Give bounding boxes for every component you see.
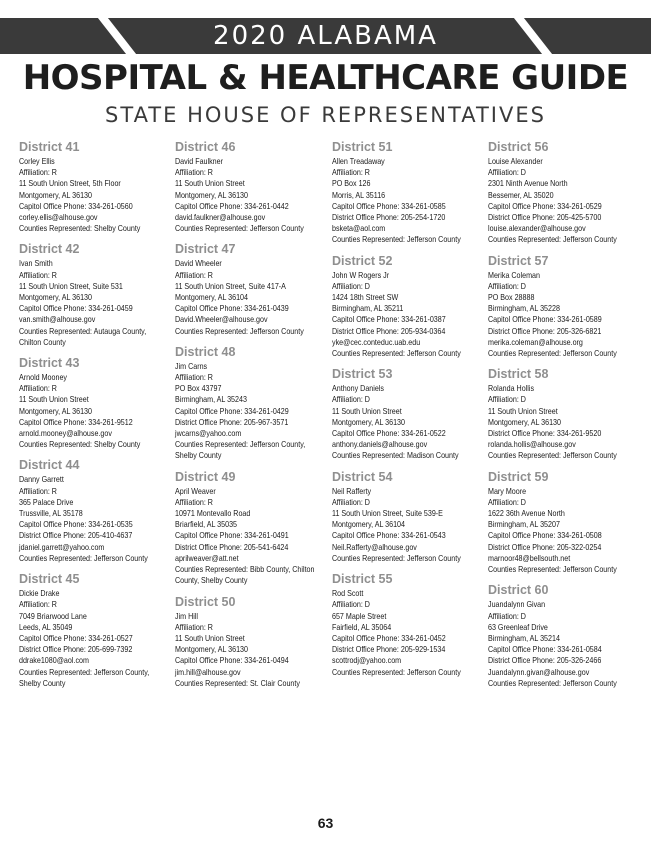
counties-text: Counties Represented: Madison County (332, 450, 459, 461)
address-line: Fairfield, AL 35064 (332, 621, 392, 632)
affiliation-text: Affiliation: D (332, 496, 370, 507)
address-line: 11 South Union Street (332, 405, 402, 416)
phone-text: Capitol Office Phone: 334-261-0522 (332, 428, 446, 439)
representative-name: Louise Alexander (488, 156, 543, 166)
phone-text: District Office Phone: 205-254-1720 (332, 212, 446, 223)
counties-text: Counties Represented: Jefferson County (175, 223, 304, 234)
phone-text: Capitol Office Phone: 334-261-0452 (332, 632, 446, 643)
address-line: 365 Palace Drive (19, 496, 74, 507)
affiliation-text: Affiliation: R (19, 485, 57, 496)
representative-name: Arnold Mooney (19, 372, 67, 383)
affiliation-text: Affiliation: D (488, 394, 526, 405)
district-heading: District 52 (332, 253, 393, 268)
affiliation-text: Affiliation: D (332, 280, 370, 291)
representative-name: Juandalynn Givan (488, 599, 546, 610)
address-line: 1424 18th Street SW (332, 292, 399, 303)
counties-text: Counties Represented: Jefferson County (488, 564, 617, 575)
district-entry (488, 367, 638, 461)
address-line: 11 South Union Street, Suite 539-E (332, 508, 443, 519)
counties-text: Counties Represented: Jefferson County (332, 348, 461, 359)
district-heading: District 49 (175, 469, 236, 484)
representative-name: Neil Rafferty (332, 485, 372, 496)
address-line: PO Box 28888 (488, 292, 535, 303)
district-entry (19, 140, 169, 234)
address-line: PO Box 43797 (175, 383, 222, 394)
representative-name: David Faulkner (175, 156, 223, 166)
district-heading: District 56 (488, 140, 549, 154)
district-entry (175, 242, 325, 336)
address-line: Montgomery, AL 36130 (488, 416, 561, 427)
district-heading: District 45 (19, 572, 80, 587)
counties-text: Counties Represented: Jefferson County, Shelby County (175, 439, 306, 461)
phone-text: Capitol Office Phone: 334-261-0584 (488, 644, 602, 655)
affiliation-text: Affiliation: R (19, 167, 57, 178)
affiliation-text: Affiliation: D (488, 610, 526, 621)
counties-text: Counties Represented: Jefferson County (19, 552, 148, 563)
affiliation-text: Affiliation: R (175, 167, 213, 178)
email-text: jdaniel.garrett@yahoo.com (19, 541, 105, 552)
district-entry (19, 458, 169, 564)
email-text: scottrodj@yahoo.com (332, 655, 402, 666)
district-heading: District 51 (332, 140, 393, 154)
address-line: 11 South Union Street, 5th Floor (19, 178, 121, 189)
representative-name: Anthony Daniels (332, 383, 384, 394)
address-line: Montgomery, AL 36130 (332, 416, 405, 427)
address-line: 63 Greenleaf Drive (488, 621, 548, 632)
email-text: van.smith@alhouse.gov (19, 314, 96, 325)
district-entry (488, 470, 638, 576)
district-heading: District 55 (332, 572, 393, 587)
email-text: corley.ellis@alhouse.gov (19, 212, 98, 223)
phone-text: Capitol Office Phone: 334-261-0429 (175, 405, 289, 416)
district-heading: District 58 (488, 367, 549, 382)
email-text: merika.coleman@alhouse.org (488, 336, 583, 347)
district-heading: District 59 (488, 469, 549, 484)
email-text: Neil.Rafferty@alhouse.gov (332, 541, 417, 552)
address-line: 11 South Union Street, Suite 417-A (175, 280, 286, 291)
district-entry (488, 140, 638, 246)
counties-text: Counties Represented: Jefferson County (332, 234, 461, 245)
affiliation-text: Affiliation: R (19, 599, 57, 610)
email-text: louise.alexander@alhouse.gov (488, 223, 586, 234)
email-text: David.Wheeler@alhouse.gov (175, 314, 268, 325)
directory-column-3 (332, 140, 482, 686)
header-banner (0, 18, 651, 54)
address-line: 11 South Union Street, Suite 531 (19, 280, 123, 291)
phone-text: Capitol Office Phone: 334-261-0387 (332, 314, 446, 325)
email-text: anthony.daniels@alhouse.gov (332, 439, 428, 450)
phone-text: Capitol Office Phone: 334-261-9512 (19, 416, 133, 427)
directory-column-4 (488, 140, 638, 697)
address-line: Montgomery, AL 36130 (175, 644, 248, 655)
address-line: Leeds, AL 35049 (19, 621, 73, 632)
representative-name: Ivan Smith (19, 258, 53, 269)
phone-text: District Office Phone: 205-699-7392 (19, 644, 133, 655)
phone-text: District Office Phone: 205-967-3571 (175, 416, 289, 427)
counties-text: Counties Represented: Shelby County (19, 223, 141, 234)
phone-text: Capitol Office Phone: 334-261-0439 (175, 303, 289, 314)
address-line: 657 Maple Street (332, 610, 387, 621)
counties-text: Counties Represented: Jefferson County (332, 666, 461, 677)
phone-text: Capitol Office Phone: 334-261-0560 (19, 200, 133, 211)
district-heading: District 48 (175, 344, 236, 359)
counties-text: Counties Represented: Jefferson County (488, 234, 617, 245)
affiliation-text: Affiliation: R (175, 621, 213, 632)
email-text: arnold.mooney@alhouse.gov (19, 428, 112, 439)
email-text: aprilweaver@att.net (175, 552, 239, 563)
district-entry (175, 470, 325, 587)
address-line: Trussville, AL 35178 (19, 508, 83, 519)
email-text: yke@cec.conteduc.uab.edu (332, 336, 421, 347)
phone-text: District Office Phone: 205-541-6424 (175, 541, 289, 552)
phone-text: Capitol Office Phone: 334-261-0459 (19, 303, 133, 314)
phone-text: Capitol Office Phone: 334-261-0585 (332, 200, 446, 211)
district-entry (332, 367, 482, 461)
representative-name: David Wheeler (175, 258, 222, 269)
address-line: 11 South Union Street (488, 405, 558, 416)
address-line: Montgomery, AL 36104 (332, 519, 405, 530)
district-heading: District 54 (332, 469, 393, 484)
address-line: Birmingham, AL 35207 (488, 519, 560, 530)
address-line: Montgomery, AL 36104 (175, 292, 248, 303)
affiliation-text: Affiliation: D (488, 496, 526, 507)
page-number: 63 (317, 815, 334, 831)
address-line: Montgomery, AL 36130 (175, 189, 248, 200)
email-text: jwcarns@yahoo.com (175, 428, 242, 439)
affiliation-text: Affiliation: R (175, 496, 213, 507)
district-heading: District 57 (488, 253, 549, 268)
directory-column-1 (19, 140, 169, 697)
address-line: 1622 36th Avenue North (488, 508, 565, 519)
phone-text: Capitol Office Phone: 334-261-0442 (175, 200, 289, 211)
district-entry (175, 595, 325, 689)
counties-text: Counties Represented: Shelby County (19, 439, 141, 450)
phone-text: Capitol Office Phone: 334-261-0543 (332, 530, 446, 541)
phone-text: District Office Phone: 205-410-4637 (19, 530, 133, 541)
district-heading: District 43 (19, 356, 80, 371)
phone-text: District Office Phone: 205-934-0364 (332, 325, 446, 336)
district-heading: District 60 (488, 583, 549, 598)
district-entry (332, 572, 482, 678)
district-entry (175, 140, 325, 234)
address-line: Montgomery, AL 36130 (19, 405, 92, 416)
affiliation-text: Affiliation: R (175, 269, 213, 280)
district-entry (488, 583, 638, 689)
affiliation-text: Affiliation: R (175, 372, 213, 383)
district-heading: District 42 (19, 242, 80, 257)
district-heading: District 47 (175, 242, 236, 257)
address-line: Birmingham, AL 35211 (332, 303, 404, 314)
representative-name: Jim Carns (175, 360, 208, 371)
representative-name: Rolanda Hollis (488, 383, 535, 394)
affiliation-text: Affiliation: D (332, 394, 370, 405)
address-line: Bessemer, AL 35020 (488, 189, 554, 200)
banner-title: 2020 ALABAMA (213, 21, 438, 51)
counties-text: Counties Represented: Jefferson County, Shelby County (19, 666, 150, 688)
counties-text: Counties Represented: Jefferson County (488, 348, 617, 359)
address-line: Birmingham, AL 35243 (175, 394, 247, 405)
phone-text: District Office Phone: 334-261-9520 (488, 428, 602, 439)
phone-text: Capitol Office Phone: 334-261-0508 (488, 530, 602, 541)
page-subtitle: STATE HOUSE OF REPRESENTATIVES (105, 103, 546, 127)
district-entry (332, 254, 482, 360)
district-heading: District 53 (332, 367, 393, 382)
phone-text: District Office Phone: 205-326-6821 (488, 325, 602, 336)
phone-text: District Office Phone: 205-326-2466 (488, 655, 602, 666)
affiliation-text: Affiliation: R (19, 383, 57, 394)
affiliation-text: Affiliation: R (332, 167, 370, 178)
district-entry (19, 242, 169, 348)
page-title: HOSPITAL & HEALTHCARE GUIDE (22, 58, 629, 98)
representative-name: Corley Ellis (19, 156, 55, 166)
affiliation-text: Affiliation: R (19, 269, 57, 280)
district-entry (19, 356, 169, 450)
address-line: 11 South Union Street (175, 632, 245, 643)
representative-name: Danny Garrett (19, 474, 64, 485)
address-line: Briarfield, AL 35035 (175, 519, 238, 530)
phone-text: District Office Phone: 205-322-0254 (488, 541, 602, 552)
email-text: david.faulkner@alhouse.gov (175, 212, 266, 223)
district-heading: District 50 (175, 594, 236, 609)
counties-text: Counties Represented: Jefferson County (332, 552, 461, 563)
affiliation-text: Affiliation: D (488, 167, 526, 178)
counties-text: Counties Represented: Jefferson County (175, 325, 304, 336)
district-entry (332, 470, 482, 564)
address-line: 11 South Union Street (175, 178, 245, 189)
phone-text: Capitol Office Phone: 334-261-0527 (19, 632, 133, 643)
address-line: 10971 Montevallo Road (175, 508, 251, 519)
address-line: Birmingham, AL 35214 (488, 632, 560, 643)
counties-text: Counties Represented: Jefferson County (488, 677, 617, 688)
address-line: PO Box 126 (332, 178, 371, 189)
email-text: Juandalynn.givan@alhouse.gov (488, 666, 590, 677)
phone-text: District Office Phone: 205-929-1534 (332, 644, 446, 655)
district-heading: District 46 (175, 140, 236, 154)
representative-name: John W Rogers Jr (332, 269, 390, 280)
district-heading: District 44 (19, 458, 80, 473)
email-text: marnoor48@bellsouth.net (488, 552, 571, 563)
address-line: 2301 Ninth Avenue North (488, 178, 568, 189)
email-text: bsketa@aol.com (332, 223, 386, 234)
representative-name: Mary Moore (488, 485, 527, 496)
address-line: 7049 Briarwood Lane (19, 610, 87, 621)
district-entry (332, 140, 482, 246)
representative-name: Merika Coleman (488, 269, 540, 280)
phone-text: Capitol Office Phone: 334-261-0529 (488, 200, 602, 211)
address-line: 11 South Union Street (19, 394, 89, 405)
phone-text: Capitol Office Phone: 334-261-0589 (488, 314, 602, 325)
representative-name: April Weaver (175, 485, 216, 496)
counties-text: Counties Represented: St. Clair County (175, 677, 300, 688)
phone-text: District Office Phone: 205-425-5700 (488, 212, 602, 223)
representative-name: Rod Scott (332, 588, 364, 599)
district-entry (175, 345, 325, 462)
affiliation-text: Affiliation: D (488, 280, 526, 291)
address-line: Birmingham, AL 35228 (488, 303, 560, 314)
representative-name: Jim Hill (175, 610, 198, 621)
email-text: rolanda.hollis@alhouse.gov (488, 439, 576, 450)
representative-name: Allen Treadaway (332, 156, 385, 166)
representative-name: Dickie Drake (19, 588, 60, 599)
district-entry (19, 572, 169, 689)
address-line: Morris, AL 35116 (332, 189, 386, 200)
counties-text: Counties Represented: Bibb County, Chilton County, Shelby County (175, 564, 315, 586)
counties-text: Counties Represented: Jefferson County (488, 450, 617, 461)
email-text: ddrake1080@aol.com (19, 655, 89, 666)
directory-column-2 (175, 140, 325, 697)
phone-text: Capitol Office Phone: 334-261-0494 (175, 655, 289, 666)
district-heading: District 41 (19, 140, 80, 154)
district-entry (488, 254, 638, 360)
affiliation-text: Affiliation: D (332, 599, 370, 610)
phone-text: Capitol Office Phone: 334-261-0491 (175, 530, 289, 541)
address-line: Montgomery, AL 36130 (19, 189, 92, 200)
phone-text: Capitol Office Phone: 334-261-0535 (19, 519, 133, 530)
email-text: jim.hill@alhouse.gov (175, 666, 241, 677)
address-line: Montgomery, AL 36130 (19, 292, 92, 303)
counties-text: Counties Represented: Autauga County, Chilton County (19, 325, 147, 347)
